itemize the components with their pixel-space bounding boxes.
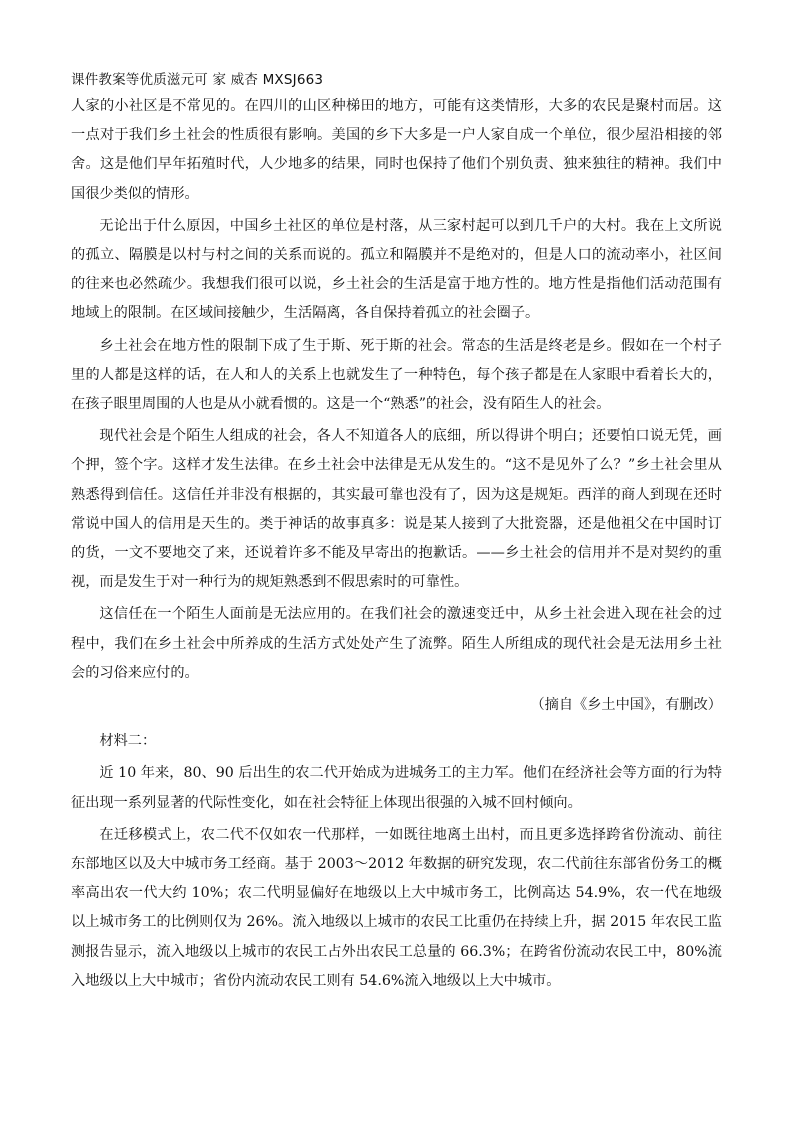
paragraph-4: 现代社会是个陌生人组成的社会，各人不知道各人的底细，所以得讲个明白；还要怕口说无凭，画个押，签个字。这样才发生法律。在乡土社会中法律是无从发生的。“这不是见外了么？”乡土社会里从熟悉得到信任。这信任并非没有根据的，其实最可靠也没有了，因为这是规矩。西洋的商人到现在还时常说中国人的信用是天生的。类于神话的故事真多：说是某人接到了大批瓷器，还是他祖父在中国时订的货，一文不要地交了来，还说着许多不能及早寄出的抱歉话。——乡土社会的信用并不是对契约的重视，而是发生于对一种行为的规矩熟悉到不假思索时的可靠性。 (71, 428, 722, 591)
page-header: 课件教案等优质滋元可 家 威杏 MXSJ663 (71, 72, 324, 88)
paragraph-1: 人家的小社区是不常见的。在四川的山区种梯田的地方，可能有这类情形，大多的农民是聚村而居。这一点对于我们乡土社会的性质很有影响。美国的乡下大多是一户人家自成一个单位，很少屋沿相接的邻舍。这是他们早年拓殖时代，人少地多的结果，同时也保持了他们个别负责、独来独往的精神。我们中国很少类似的情形。 (71, 98, 722, 202)
material-two-label: 材料二： (99, 733, 157, 750)
paragraph-2: 无论出于什么原因，中国乡土社区的单位是村落，从三家村起可以到几千户的大村。我在上文所说的孤立、隔膜是以村与村之间的关系而说的。孤立和隔膜并不是绝对的，但是人口的流动率小，社区间的往来也必然疏少。我想我们很可以说，乡土社会的生活是富于地方性的。地方性是指他们活动范围有地域上的限制。在区域间接触少，生活隔离，各自保持着孤立的社会圈子。 (71, 217, 722, 322)
paragraph-5: 这信任在一个陌生人面前是无法应用的。在我们社会的激速变迁中，从乡土社会进入现在社会的过程中，我们在乡土社会中所养成的生活方式处处产生了流弊。陌生人所组成的现代社会是无法用乡土社会的习俗来应付的。 (71, 606, 722, 681)
source-citation: （摘自《乡土中国》，有删改） (530, 697, 722, 714)
paragraph-3: 乡土社会在地方性的限制下成了生于斯、死于斯的社会。常态的生活是终老是乡。假如在一个村子里的人都是这样的话，在人和人的关系上也就发生了一种特色，每个孩子都是在人家眼中看着长大的，在孩子眼里周围的人也是从小就看惯的。这是一个“熟悉”的社会，没有陌生人的社会。 (71, 337, 722, 413)
material-two-paragraph-1: 近 10 年来，80、90 后出生的农二代开始成为进城务工的主力军。他们在经济社会等方面的行为特征出现一系列显著的代际性变化，如在社会特征上体现出很强的入城不回村倾向。 (71, 765, 722, 811)
material-two-paragraph-2: 在迁移模式上，农二代不仅如农一代那样，一如既往地离土出村，而且更多选择跨省份流动、前往东部地区以及大中城市务工经商。基于 2003～2012 年数据的研究发现，农二代前往东部省份务工的概率高出农一代大约 10%；农二代明显偏好在地级以上大中城市务工，比例高达 54.9%，农一代在地级以上城市务工的比例则仅为 26%。流入地级以上城市的农民工比重仍在持续上升，据 2015 年农民工监测报告显示，流入地级以上城市的农民工占外出农民工总量的 66.3%；在跨省份流动农民工中，80%流入地级以上大中城市；省份内流动农民工则有 54.6%流入地级以上大中城市。 (71, 826, 722, 989)
document-body (71, 92, 722, 999)
